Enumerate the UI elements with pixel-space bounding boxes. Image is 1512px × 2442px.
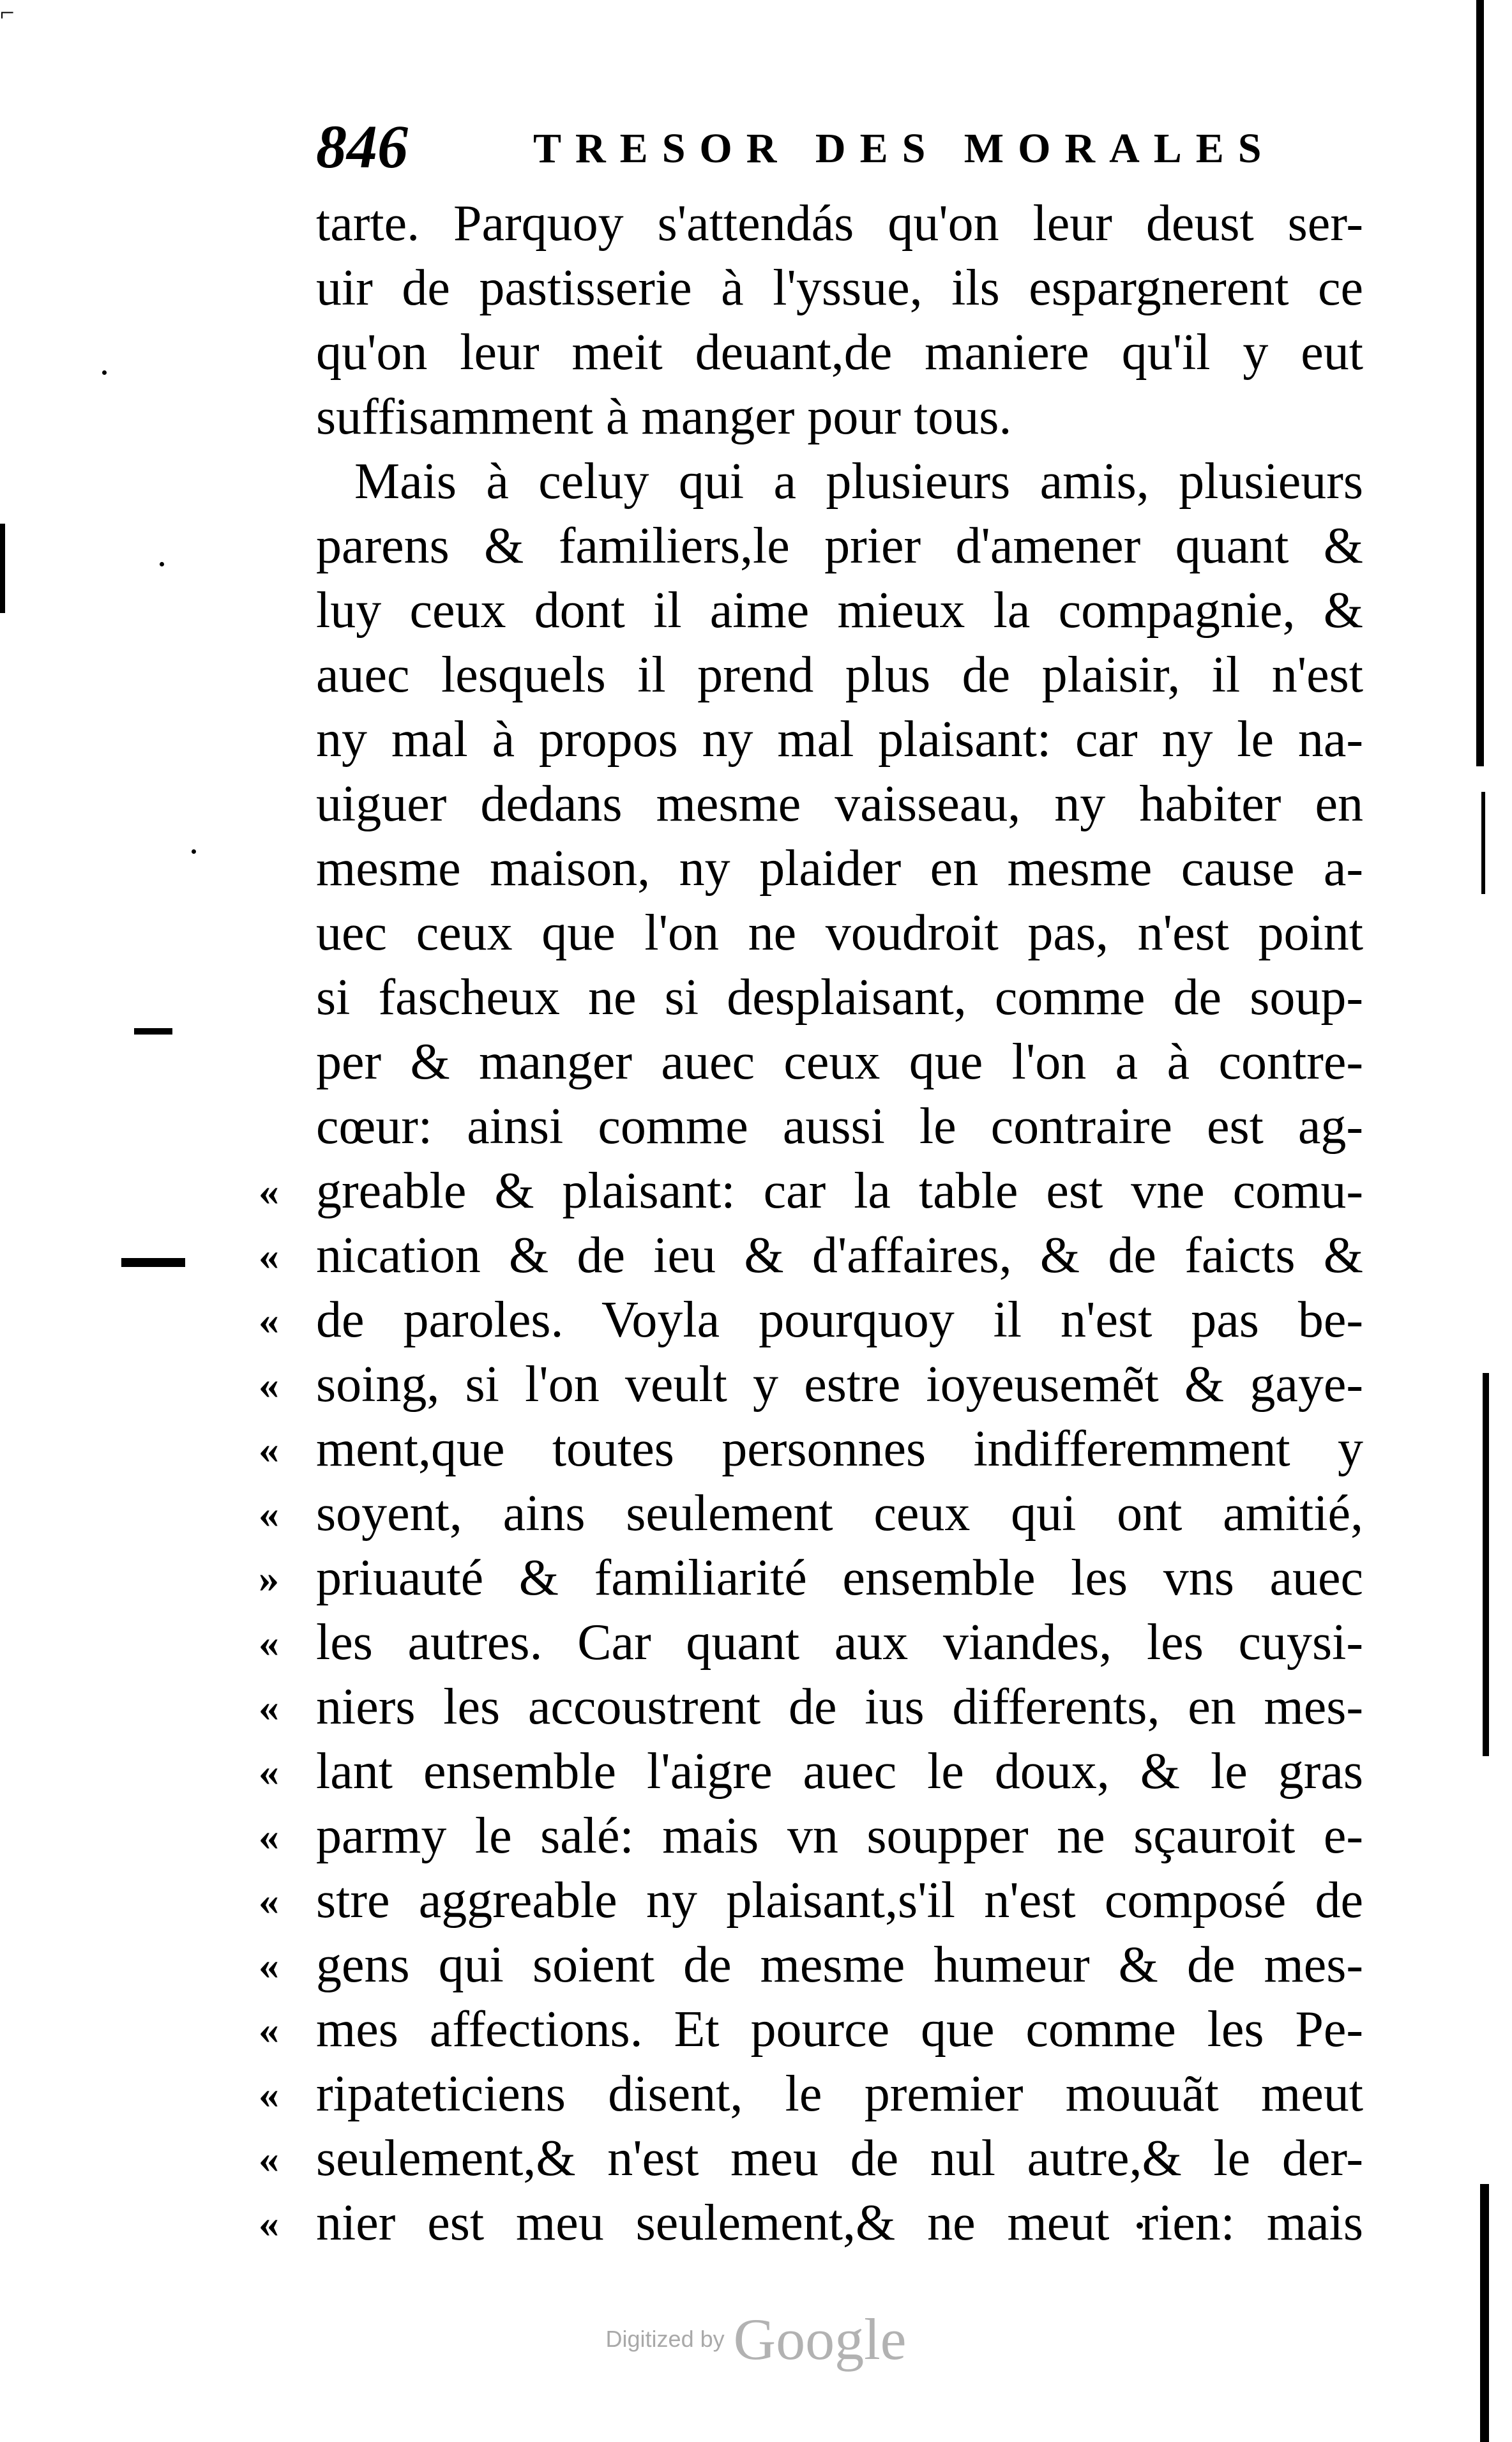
digitized-by-label: Digitized by	[605, 2326, 725, 2352]
text-line	[316, 837, 1363, 901]
line-text: les autres. Car quant aux viandes, les cuysi-	[316, 1614, 1363, 1671]
text-line	[316, 901, 1363, 966]
text-line	[259, 1740, 1363, 1804]
running-head	[316, 109, 1363, 185]
text-line	[316, 966, 1363, 1030]
text-line	[316, 256, 1363, 321]
line-text: nier est meu seulement,& ne meut rien: mais	[316, 2195, 1363, 2251]
digitization-footer	[0, 2305, 1512, 2376]
text-line	[316, 450, 1363, 514]
line-text: greable & plaisant: car la table est vne comu-	[316, 1163, 1363, 1219]
text-line	[259, 1288, 1363, 1353]
text-line	[316, 321, 1363, 385]
margin-speck	[160, 562, 164, 566]
text-line	[259, 1804, 1363, 1869]
line-text: lant ensemble l'aigre auec le doux, & le gras	[316, 1743, 1363, 1800]
line-text: ment,que toutes personnes indifferemment y	[316, 1421, 1363, 1477]
line-text: ny mal à propos ny mal plaisant: car ny le na-	[316, 711, 1363, 768]
margin-dash	[121, 1258, 185, 1267]
margin-quote-mark: »	[259, 1556, 279, 1601]
text-line	[259, 1675, 1363, 1740]
line-text: parens & familiers,le prier d'amener quant &	[316, 518, 1363, 574]
line-text: niers les accoustrent de ius differents, en mes-	[316, 1679, 1363, 1735]
text-line	[259, 1417, 1363, 1482]
margin-quote-mark: «	[259, 2007, 279, 2052]
margin-quote-mark: «	[259, 1685, 279, 1730]
line-text: uir de pastisserie à l'yssue, ils espargnerent ce	[316, 260, 1363, 316]
text-line	[259, 1998, 1363, 2062]
line-text: parmy le salé: mais vn soupper ne sçauroit e-	[316, 1808, 1363, 1864]
margin-quote-mark: «	[259, 1620, 279, 1665]
text-line	[316, 1030, 1363, 1095]
line-text: seulement,& n'est meu de nul autre,& le der-	[316, 2130, 1363, 2187]
margin-quote-mark: «	[259, 1427, 279, 1472]
text-line	[259, 1933, 1363, 1998]
margin-quote-mark: «	[259, 1491, 279, 1536]
text-line	[259, 1546, 1363, 1611]
margin-quote-mark: «	[259, 1362, 279, 1407]
line-text: soing, si l'on veult y estre ioyeusemẽt & gaye-	[316, 1356, 1363, 1413]
text-line	[316, 708, 1363, 772]
line-text: uiguer dedans mesme vaisseau, ny habiter en	[316, 776, 1363, 832]
text-line	[316, 772, 1363, 837]
running-title: TRESOR DES MORALES	[533, 125, 1276, 172]
text-line	[259, 2191, 1363, 2256]
margin-dash	[134, 1028, 172, 1035]
margin-quote-mark: «	[259, 2136, 279, 2181]
binding-edge	[1469, 0, 1494, 2442]
line-text: stre aggreable ny plaisant,s'il n'est composé de	[316, 1872, 1363, 1929]
margin-speck	[102, 370, 107, 375]
line-text: uec ceux que l'on ne voudroit pas, n'est point	[316, 905, 1363, 961]
text-line	[259, 1611, 1363, 1675]
page-number: 846	[316, 112, 408, 181]
line-text: luy ceux dont il aime mieux la compagnie, &	[316, 582, 1363, 639]
line-text: mesme maison, ny plaider en mesme cause a-	[316, 840, 1363, 897]
text-line	[316, 579, 1363, 643]
text-line	[259, 1224, 1363, 1288]
margin-quote-mark: «	[259, 1943, 279, 1988]
text-line	[259, 2062, 1363, 2127]
left-margin-bar	[0, 524, 5, 613]
margin-quote-mark: «	[259, 1233, 279, 1278]
line-text: tarte. Parquoy s'attendás qu'on leur deust ser-	[316, 195, 1363, 252]
google-logo: Google	[733, 2307, 907, 2372]
line-text: gens qui soient de mesme humeur & de mes-	[316, 1937, 1363, 1993]
text-line	[259, 1159, 1363, 1224]
margin-quote-mark: «	[259, 2201, 279, 2246]
margin-quote-mark: «	[259, 1169, 279, 1214]
margin-quote-mark: «	[259, 1749, 279, 1794]
text-line	[259, 1353, 1363, 1417]
line-text: soyent, ains seulement ceux qui ont amitié,	[316, 1485, 1363, 1542]
line-text: suffisamment à manger pour tous.	[316, 389, 1012, 445]
line-text: Mais à celuy qui a plusieurs amis, plusieurs	[354, 453, 1363, 510]
line-text: si fascheux ne si desplaisant, comme de soup-	[316, 969, 1363, 1026]
text-line	[316, 1095, 1363, 1159]
margin-quote-mark: «	[259, 1298, 279, 1343]
line-text: mes affections. Et pource que comme les Pe-	[316, 2001, 1363, 2058]
margin-quote-mark: «	[259, 1878, 279, 1923]
line-text: de paroles. Voyla pourquoy il n'est pas be-	[316, 1292, 1363, 1348]
line-text: qu'on leur meit deuant,de maniere qu'il y eut	[316, 324, 1363, 381]
text-line	[316, 643, 1363, 708]
line-text: auec lesquels il prend plus de plaisir, il n'est	[316, 647, 1363, 703]
margin-speck	[192, 849, 196, 854]
margin-quote-mark: «	[259, 2072, 279, 2117]
body-text	[259, 192, 1363, 2256]
text-line	[259, 1869, 1363, 1933]
line-text: nication & de ieu & d'affaires, & de faicts &	[316, 1227, 1363, 1284]
text-line	[259, 2127, 1363, 2191]
margin-quote-mark: «	[259, 1814, 279, 1859]
text-line	[259, 1482, 1363, 1546]
line-text: ripateticiens disent, le premier mouuãt meut	[316, 2066, 1363, 2122]
line-text: per & manger auec ceux que l'on a à contre-	[316, 1034, 1363, 1090]
text-line	[316, 385, 1363, 450]
text-line	[316, 192, 1363, 256]
text-line	[316, 514, 1363, 579]
line-text: cœur: ainsi comme aussi le contraire est ag-	[316, 1098, 1363, 1155]
corner-fragment: ⌐	[0, 0, 15, 27]
line-text: priuauté & familiarité ensemble les vns auec	[316, 1550, 1363, 1606]
